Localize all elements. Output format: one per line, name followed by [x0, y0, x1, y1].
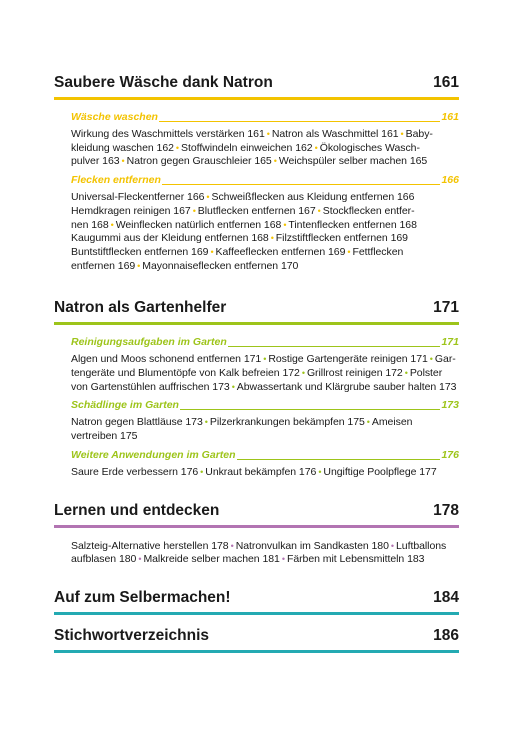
dot-leader	[180, 409, 441, 410]
chapter-page-number: 184	[433, 588, 459, 606]
toc-entry[interactable]: Filzstiftflecken entfernen 169	[275, 232, 408, 245]
toc-entry[interactable]: vertreiben 175	[71, 430, 138, 443]
toc-entry[interactable]: Stoffwindeln einweichen 162	[181, 141, 313, 154]
toc-entry[interactable]: Ökologisches Wasch-	[319, 141, 420, 154]
section-entries	[71, 191, 459, 273]
entry-line	[71, 260, 459, 274]
toc-entry[interactable]: Ameisen	[371, 416, 413, 429]
toc-entry[interactable]: tengeräte und Blumentöpfe von Kalk befreien 172	[71, 367, 300, 380]
bullet-separator: •	[270, 233, 274, 244]
toc-entry[interactable]: aufblasen 180	[71, 553, 137, 566]
chapter	[54, 74, 459, 273]
bullet-separator: •	[347, 246, 351, 257]
chapter-page-number: 161	[433, 74, 459, 91]
bullet-separator: •	[231, 381, 235, 392]
section-title: Reinigungsaufgaben im Garten	[71, 336, 227, 349]
bullet-separator: •	[266, 129, 270, 139]
toc-entry[interactable]: Abwassertank und Klärgrube sauber halten 173	[236, 380, 457, 393]
toc-entry[interactable]: Blutflecken entfernen 167	[197, 204, 316, 217]
entry-line	[71, 128, 459, 142]
bullet-separator: •	[317, 205, 321, 216]
bullet-separator: •	[175, 142, 180, 153]
bullet-separator: •	[206, 192, 210, 203]
entry-line	[71, 553, 459, 567]
bullet-separator: •	[210, 246, 214, 257]
bullet-separator: •	[390, 540, 394, 551]
bullet-separator: •	[138, 554, 142, 565]
entry-line	[71, 246, 459, 260]
dot-leader	[162, 184, 441, 185]
chapter-title: Lernen und entdecken	[54, 501, 220, 519]
toc-entry[interactable]: Mayonnaiseflecken entfernen 170	[142, 259, 299, 272]
toc-entry[interactable]: Kaffeeflecken entfernen 169	[215, 245, 346, 258]
bullet-separator: •	[204, 417, 208, 428]
section-heading[interactable]	[71, 336, 459, 349]
chapter-title: Natron als Gartenhelfer	[54, 299, 227, 317]
section-entries	[71, 466, 459, 480]
bullet-separator: •	[110, 219, 114, 230]
chapter-heading[interactable]	[54, 299, 459, 325]
toc-entry[interactable]: Grillrost reinigen 172	[306, 367, 403, 380]
toc-entry[interactable]: Unkraut bekämpfen 176	[205, 465, 317, 478]
chapter	[54, 589, 459, 615]
section-entries	[71, 416, 459, 443]
chapter-heading[interactable]	[54, 502, 459, 528]
section-page-number: 166	[441, 174, 459, 187]
entry-line	[71, 381, 459, 395]
chapter-sections	[54, 336, 459, 479]
chapter-sections	[54, 540, 459, 567]
bullet-separator: •	[429, 354, 433, 365]
toc-entry[interactable]: kleidung waschen 162	[71, 141, 174, 154]
entry-line	[71, 205, 459, 219]
toc-entry[interactable]: Ungiftige Poolpflege 177	[323, 465, 437, 478]
bullet-separator: •	[281, 554, 285, 565]
bullet-separator: •	[366, 417, 370, 428]
toc-entry[interactable]: Natron gegen Grauschleier 165	[126, 155, 272, 168]
entry-line	[71, 155, 459, 169]
toc-entry[interactable]: Weinflecken natürlich entfernen 168	[115, 218, 282, 231]
toc-entry[interactable]: Tintenflecken entfernen 168	[288, 218, 417, 231]
section-page-number: 173	[441, 399, 459, 412]
toc-entry[interactable]: entfernen 169	[71, 259, 136, 272]
bullet-separator: •	[400, 129, 404, 139]
bullet-separator: •	[121, 156, 125, 167]
entry-line	[71, 353, 459, 367]
entry-line	[71, 466, 459, 480]
toc-entry[interactable]: Saure Erde verbessern 176	[71, 465, 199, 478]
toc-entry[interactable]: Malkreide selber machen 181	[143, 553, 280, 566]
toc-entry[interactable]: Baby-	[405, 128, 433, 140]
entry-line	[71, 367, 459, 381]
chapter	[54, 299, 459, 479]
toc-entry[interactable]: Weichspüler selber machen 165	[278, 155, 428, 168]
toc-entry[interactable]: Fettflecken	[352, 245, 404, 258]
toc-entry[interactable]: Universal-Fleckentferner 166	[71, 191, 205, 204]
toc-entry[interactable]: Stockflecken entfer-	[322, 204, 415, 217]
section-title: Flecken entfernen	[71, 174, 161, 187]
toc-entry[interactable]: pulver 163	[71, 155, 120, 168]
entry-line	[71, 540, 459, 554]
chapter-heading[interactable]	[54, 589, 459, 615]
chapter	[54, 502, 459, 567]
table-of-contents	[54, 74, 459, 653]
chapter-title: Saubere Wäsche dank Natron	[54, 74, 273, 91]
bullet-separator: •	[318, 466, 322, 477]
toc-entry[interactable]: Kaugummi aus der Kleidung entfernen 168	[71, 232, 269, 245]
chapter	[54, 627, 459, 653]
section-heading[interactable]	[71, 449, 459, 462]
dot-leader	[159, 121, 441, 122]
entry-line	[71, 191, 459, 205]
toc-entry[interactable]: Luftballons	[396, 539, 447, 552]
bullet-separator: •	[301, 368, 305, 379]
section-title: Weitere Anwendungen im Garten	[71, 448, 236, 461]
bullet-separator: •	[314, 142, 318, 153]
toc-entry[interactable]: Natron gegen Blattläuse 173	[71, 416, 203, 429]
chapter-page-number: 171	[433, 299, 459, 317]
section-page-number: 171	[441, 336, 459, 349]
toc-entry[interactable]: Natronvulkan im Sandkasten 180	[235, 539, 389, 552]
bullet-separator: •	[137, 260, 141, 271]
chapter-heading[interactable]	[54, 74, 459, 100]
toc-entry[interactable]: Buntstiftflecken entfernen 169	[71, 245, 209, 258]
entry-line	[71, 430, 459, 444]
toc-entry[interactable]: Wirkung des Waschmittels verstärken 161	[71, 128, 265, 140]
chapter-page-number: 186	[433, 626, 459, 644]
chapter-sections	[54, 111, 459, 273]
bullet-separator: •	[273, 156, 277, 167]
toc-entry[interactable]: nen 168	[71, 218, 109, 231]
chapter-page-number: 178	[433, 501, 459, 519]
section-entries	[71, 353, 459, 394]
bullet-separator: •	[230, 540, 234, 551]
toc-entry[interactable]: Salzteig-Alternative herstellen 178	[71, 539, 229, 552]
entry-line	[71, 219, 459, 233]
toc-entry[interactable]: Schweißflecken aus Kleidung entfernen 166	[211, 191, 415, 204]
bullet-separator: •	[404, 368, 408, 379]
section-page-number: 161	[441, 111, 459, 123]
toc-entry[interactable]: Algen und Moos schonend entfernen 171	[71, 353, 262, 366]
bullet-separator: •	[283, 219, 287, 230]
entry-line	[71, 232, 459, 246]
bullet-separator: •	[263, 354, 267, 365]
section-title: Schädlinge im Garten	[71, 399, 179, 412]
toc-entry[interactable]: Polster	[409, 367, 443, 380]
entry-line	[71, 416, 459, 430]
chapter-heading[interactable]	[54, 627, 459, 653]
toc-entry[interactable]: Hemdkragen reinigen 167	[71, 204, 191, 217]
entry-line	[71, 142, 459, 156]
toc-entry[interactable]: Natron als Waschmittel 161	[271, 128, 399, 140]
toc-entry[interactable]: Färben mit Lebensmitteln 183	[286, 553, 425, 566]
bullet-separator: •	[200, 466, 204, 477]
section-entries	[71, 540, 459, 567]
bullet-separator: •	[192, 205, 196, 216]
section-heading[interactable]	[71, 111, 459, 124]
toc-entry[interactable]: Rostige Gartengeräte reinigen 171	[268, 353, 428, 366]
toc-entry[interactable]: Pilzerkrankungen bekämpfen 175	[209, 416, 365, 429]
section-entries	[71, 128, 459, 169]
dot-leader	[228, 346, 441, 347]
section-heading[interactable]	[71, 399, 459, 412]
section-title: Wäsche waschen	[71, 111, 158, 123]
dot-leader	[237, 459, 441, 460]
section-heading[interactable]	[71, 174, 459, 187]
chapter-title: Auf zum Selbermachen!	[54, 588, 231, 606]
toc-entry[interactable]: Gar-	[434, 353, 456, 366]
toc-entry[interactable]: von Gartenstühlen auffrischen 173	[71, 380, 230, 393]
section-page-number: 176	[441, 448, 459, 461]
chapter-title: Stichwortverzeichnis	[54, 626, 210, 644]
